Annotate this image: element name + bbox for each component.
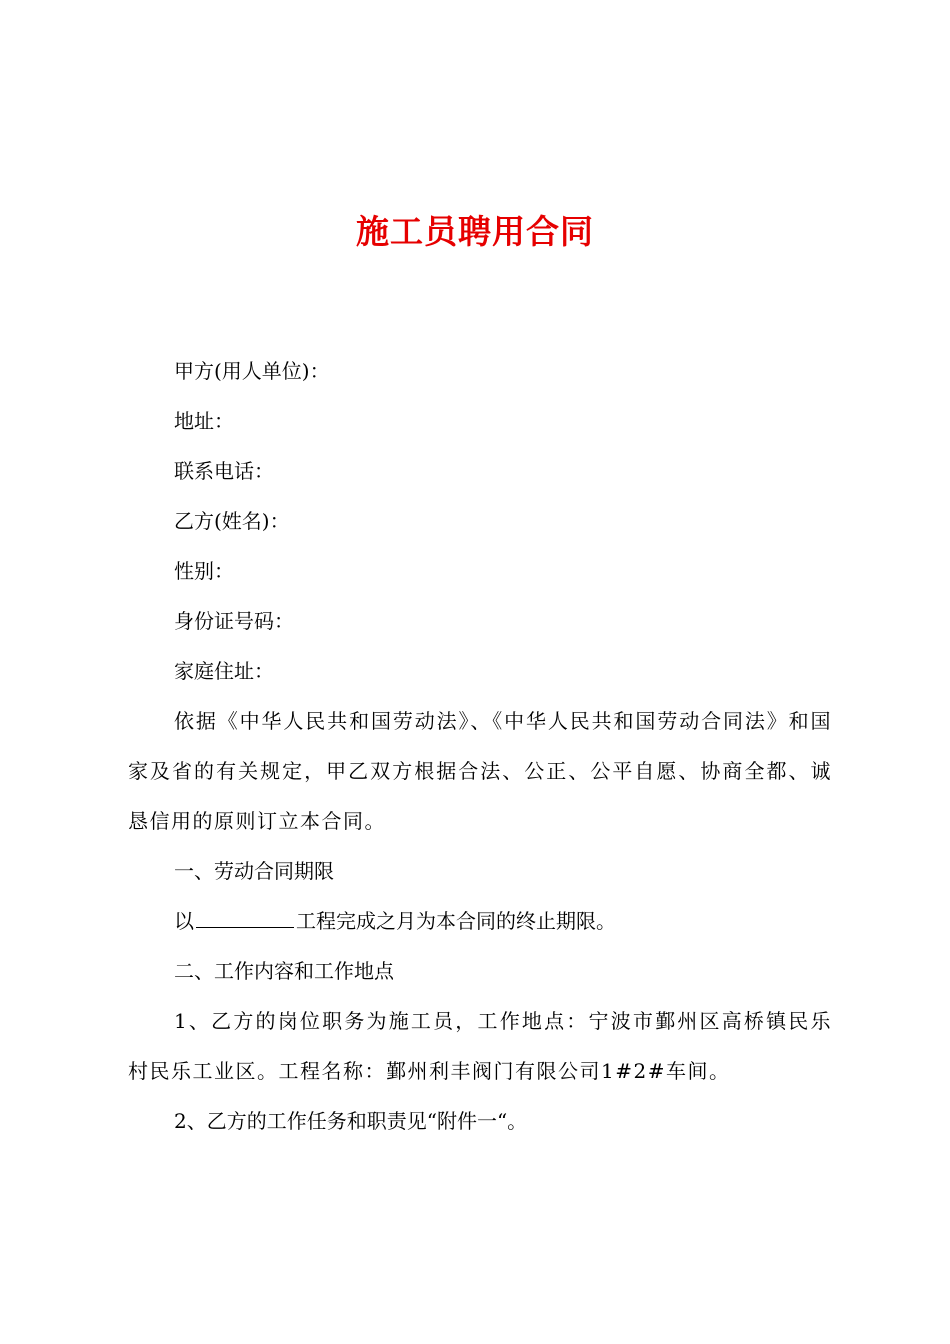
field-home-address: 家庭住址： xyxy=(174,659,274,683)
intro-paragraph: 依据《中华人民共和国劳动法》、《中华人民共和国劳动合同法》和国家及省的有关规定，甲乙双方根据合法、公正、公平自愿、协商全都、诚恳信用的原则订立本合同。 xyxy=(128,709,832,833)
section-2-item-1: 1、乙方的岗位职务为施工员，工作地点：宁波市鄞州区高桥镇民乐村民乐工业区。工程名称：鄞州利丰阀门有限公司1#2#车间。 xyxy=(128,1009,832,1083)
fill-in-blank xyxy=(196,911,294,928)
field-party-b: 乙方(姓名)： xyxy=(174,509,290,533)
field-gender: 性别： xyxy=(174,559,234,583)
section-2-heading: 二、工作内容和工作地点 xyxy=(174,959,394,983)
field-phone: 联系电话： xyxy=(174,459,274,483)
field-address: 地址： xyxy=(174,409,234,433)
section-1-text-before: 以 xyxy=(174,909,194,933)
section-1-heading: 一、劳动合同期限 xyxy=(174,859,334,883)
field-id-number: 身份证号码： xyxy=(174,609,294,633)
section-1-text xyxy=(128,896,832,946)
document-body xyxy=(128,346,832,1146)
section-2-item-2: 2、乙方的工作任务和职责见“附件一“。 xyxy=(174,1109,528,1133)
section-1-text-after: 工程完成之月为本合同的终止期限。 xyxy=(296,909,616,933)
document-title: 施工员聘用合同 xyxy=(356,212,594,251)
field-party-a: 甲方(用人单位)： xyxy=(174,359,330,383)
